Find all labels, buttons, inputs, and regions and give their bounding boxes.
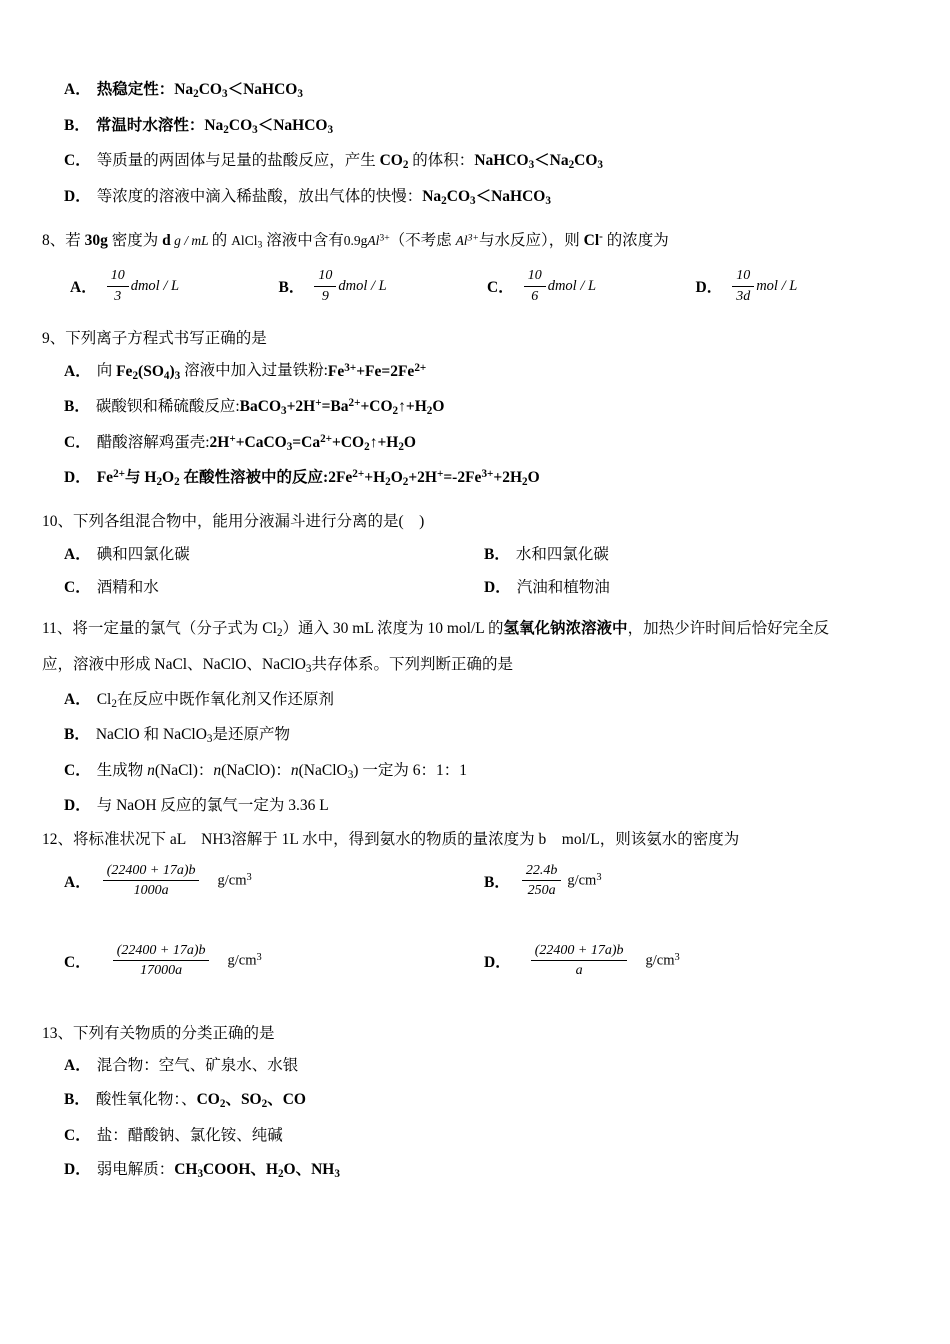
answer-d xyxy=(696,267,905,305)
unit: $g/cm^3$ xyxy=(567,871,602,889)
option-row xyxy=(42,359,904,384)
q8-part3: 溶液中含有 xyxy=(262,232,344,250)
answer-label: A． xyxy=(70,279,97,297)
option-row xyxy=(42,1054,904,1077)
option-row xyxy=(42,149,904,174)
option-label: D． xyxy=(64,187,91,205)
unit: mol / L xyxy=(756,277,798,294)
option-label: D． xyxy=(64,469,91,487)
option-text: 汽油和植物油 xyxy=(516,578,610,596)
option-label: A． xyxy=(64,362,91,380)
option-text: 混合物：空气、矿泉水、水银 xyxy=(96,1056,299,1074)
option-c xyxy=(64,575,484,597)
numerator: (22400 + 17a)b xyxy=(113,942,210,962)
numerator: 10 xyxy=(732,267,754,287)
unit: $g/cm^3$ xyxy=(227,951,262,969)
q8-part1: 8、若 30g 密度为 d xyxy=(42,232,171,250)
unit: $g/cm^3$ xyxy=(217,871,252,889)
option-label: B． xyxy=(64,1091,90,1109)
fraction xyxy=(113,942,210,980)
option-row xyxy=(42,185,904,210)
answer-label: B． xyxy=(484,873,510,891)
unit: dmol / L xyxy=(338,277,387,294)
q8-part4: （不考虑 xyxy=(389,232,456,250)
option-label: D． xyxy=(64,1160,91,1178)
numerator: (22400 + 17a)b xyxy=(103,862,200,882)
answer-c xyxy=(64,942,484,980)
answer-label: C． xyxy=(487,279,514,297)
option-row xyxy=(42,1124,904,1147)
option-label: B． xyxy=(64,726,90,744)
option-row xyxy=(42,395,904,420)
option-label: B． xyxy=(64,398,90,416)
option-text: NaClO 和 NaClO$_3$是还原产物 xyxy=(95,726,291,745)
option-text: 与 NaOH 反应的氯气一定为 3.36 L xyxy=(96,797,329,815)
denominator: 3d xyxy=(736,288,751,304)
denominator: a xyxy=(575,963,583,979)
option-row xyxy=(42,114,904,139)
question-9-stem: 9、下列离子方程式书写正确的是 xyxy=(42,330,267,348)
question-13 xyxy=(42,1022,904,1183)
option-row xyxy=(42,575,904,597)
answer-d xyxy=(484,942,904,980)
q8-part5: 与水反应），则 Cl- 的浓度为 xyxy=(478,231,669,250)
answer-label: C． xyxy=(64,953,91,971)
question-7-options xyxy=(42,78,904,209)
option-row xyxy=(42,78,904,103)
option-row xyxy=(42,759,904,784)
option-row xyxy=(42,466,904,491)
option-b xyxy=(484,542,904,564)
q8-ion: $Al^{3+}$ xyxy=(455,232,479,249)
question-8-stem xyxy=(42,228,904,253)
unit: dmol / L xyxy=(547,277,597,294)
option-text: 盐：醋酸钠、氯化铵、纯碱 xyxy=(96,1126,283,1144)
option-a xyxy=(64,542,484,564)
question-10-stem: 10、下列各组混合物中，能用分液漏斗进行分离的是( ) xyxy=(42,512,425,530)
denominator: 3 xyxy=(114,288,122,304)
question-8-answers xyxy=(42,267,904,305)
answer-a xyxy=(70,267,279,305)
question-12-answers-row2 xyxy=(42,942,904,980)
fraction xyxy=(524,267,546,305)
option-text: 常温时水溶性：$Na_2CO_3<NaHCO_3$ xyxy=(95,116,334,136)
fraction xyxy=(732,267,754,305)
answer-label: D． xyxy=(695,279,723,297)
option-label: A． xyxy=(64,1056,91,1074)
option-label: C． xyxy=(64,578,91,596)
option-row xyxy=(42,542,904,564)
option-label: B． xyxy=(484,545,510,563)
option-text: $Fe^{2+}$与 $H_2O_2$ 在酸性溶被中的反应$:2Fe^{2+}+H_2O_2+2H^+=-2Fe^{3+}+2H_2O$ xyxy=(96,468,540,488)
numerator: (22400 + 17a)b xyxy=(531,942,628,962)
question-11 xyxy=(42,616,904,817)
question-12-stem: 12、将标准状况下 aL NH3溶解于 1L 水中，得到氨水的物质的量浓度为 b mol/L，则该氨水的密度为 xyxy=(42,831,740,849)
option-row xyxy=(42,431,904,456)
option-row xyxy=(42,794,904,817)
answer-c xyxy=(487,267,696,305)
fraction xyxy=(107,267,129,305)
option-text: 水和四氯化碳 xyxy=(515,545,609,563)
unit: dmol / L xyxy=(130,277,180,294)
option-label: A． xyxy=(64,545,91,563)
option-d xyxy=(484,575,904,597)
option-text: 等浓度的溶液中滴入稀盐酸，放出气体的快慢：$Na_2CO_3<NaHCO_3$ xyxy=(96,187,551,207)
option-row xyxy=(42,723,904,748)
q8-formula: AlCl$_3$ xyxy=(231,233,263,251)
option-text: 弱电解质：$CH_3COOH$、$H_2O$、$NH_3$ xyxy=(96,1160,340,1180)
q8-unit: g / mL xyxy=(170,233,212,249)
option-label: C． xyxy=(64,1126,91,1144)
option-text: 酒精和水 xyxy=(96,578,159,596)
option-text: 向 $Fe_2(SO_4)_3$ 溶液中加入过量铁粉$:Fe^{3+}+Fe=2Fe^{2+}$ xyxy=(96,361,427,382)
numerator: 10 xyxy=(524,267,546,287)
option-label: C． xyxy=(64,433,91,451)
option-text: 碳酸钡和稀硫酸反应$:BaCO_3+2H^+=Ba^{2+}+CO_2↑+H_2O$ xyxy=(95,397,445,417)
numerator: 10 xyxy=(314,267,336,287)
numerator: 22.4b xyxy=(522,862,562,882)
option-label: A． xyxy=(64,81,91,98)
denominator: 17000a xyxy=(140,963,183,979)
option-label: C． xyxy=(64,761,91,779)
q8-part2: 的 xyxy=(211,232,232,250)
answer-label: A． xyxy=(64,873,91,891)
question-8 xyxy=(42,228,904,305)
question-11-stem-line2: 应，溶液中形成 NaCl、NaClO、NaClO$_3$共存体系。下列判断正确的是 xyxy=(42,655,514,675)
fraction xyxy=(522,862,562,900)
option-label: D． xyxy=(484,578,511,596)
option-text: 热稳定性：$Na_2CO_3<NaHCO_3$ xyxy=(96,81,303,100)
option-label: C． xyxy=(64,152,91,170)
answer-b xyxy=(484,862,904,900)
option-row xyxy=(42,688,904,713)
option-label: D． xyxy=(64,797,91,815)
option-row xyxy=(42,1088,904,1113)
option-label: B． xyxy=(64,116,90,134)
denominator: 1000a xyxy=(133,883,169,899)
option-text: 等质量的两固体与足量的盐酸反应，产生 $CO_2$ 的体积：$NaHCO_3<Na_2CO_3$ xyxy=(96,152,603,171)
option-text: $Cl_2$在反应中既作氧化剂又作还原剂 xyxy=(96,690,334,710)
denominator: 6 xyxy=(531,288,539,304)
question-11-stem-line1: 11、将一定量的氯气（分子式为 $Cl_2$）通入 30 mL 浓度为 10 mol/L 的氢氧化钠浓溶液中，加热少许时间后恰好完全反 xyxy=(42,619,830,639)
question-12-answers-row1 xyxy=(42,862,904,900)
fraction xyxy=(314,267,336,305)
question-13-stem: 13、下列有关物质的分类正确的是 xyxy=(42,1024,275,1042)
option-text: 醋酸溶解鸡蛋壳$:2H^++CaCO_3=Ca^{2+}+CO_2↑+H_2O$ xyxy=(96,432,416,453)
answer-label: D． xyxy=(484,953,511,971)
answer-label: B． xyxy=(278,279,305,297)
answer-b xyxy=(279,267,488,305)
numerator: 10 xyxy=(107,267,129,287)
fraction xyxy=(103,862,200,900)
answer-a xyxy=(64,862,484,900)
option-row xyxy=(42,1158,904,1183)
question-10 xyxy=(42,510,904,597)
fraction xyxy=(531,942,628,980)
option-label: A． xyxy=(64,690,91,708)
q8-mass: 0.9gAl$^{3+}$ xyxy=(343,232,390,249)
question-9 xyxy=(42,327,904,490)
denominator: 9 xyxy=(321,288,329,304)
question-12 xyxy=(42,828,904,979)
option-text: 酸性氧化物：、$CO_2$、$SO_2$、CO xyxy=(95,1091,306,1110)
option-text: 生成物 n(NaCl)：n(NaClO)：n(NaClO$_3$) 一定为 6：1：1 xyxy=(96,761,467,781)
option-text: 碘和四氯化碳 xyxy=(96,545,190,563)
unit: $g/cm^3$ xyxy=(645,951,680,969)
denominator: 250a xyxy=(527,883,556,899)
